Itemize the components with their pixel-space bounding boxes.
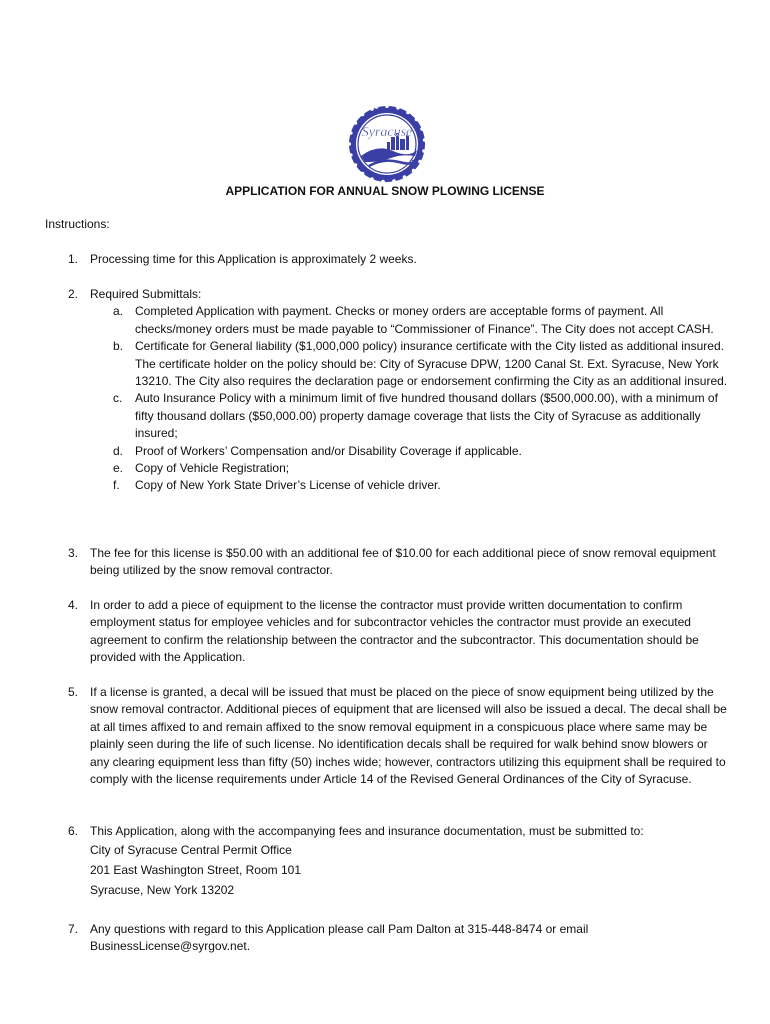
instruction-item-7 — [68, 921, 728, 956]
item-number: 5. — [68, 685, 79, 699]
item-text: Proof of Workers’ Compensation and/or Disability Coverage if applicable. — [135, 443, 522, 458]
city-seal-logo — [347, 104, 427, 184]
address-line: Syracuse, New York 13202 — [90, 883, 235, 898]
item-text: Certificate for General liability ($1,000,000 policy) insurance certificate with the City listed as additional insured. The certificate holder on the policy should be: City of Syracuse DPW, 1200 Canal St. Ext. Syracuse, New York 13210. The City also requires the declaration page or endorsement confirming the City as an additional insured. — [135, 339, 728, 389]
instructions-label: Instructions: — [45, 217, 110, 231]
item-number: 1. — [68, 252, 79, 266]
instruction-item-4 — [68, 597, 728, 667]
item-text: In order to add a piece of equipment to the license the contractor must provide written documentation to confirm employment status for employee vehicles and for subcontractor vehicles the contractor must provide an executed agreement to confirm the relationship between the contractor and the subcontractor. This documentation should be provided with the Application. — [90, 598, 699, 665]
item-number: 6. — [68, 824, 79, 838]
item-letter: f. — [113, 478, 120, 493]
submittal-item-f — [113, 477, 728, 494]
item-number: 3. — [68, 546, 79, 560]
item-letter: a. — [113, 304, 124, 319]
item-text: Completed Application with payment. Checks or money orders are acceptable forms of payment. All checks/money orders must be made payable to “Commissioner of Finance”. The City does not accept CASH. — [135, 304, 714, 336]
item-letter: b. — [113, 339, 124, 354]
submittal-item-a — [113, 303, 728, 338]
submittals-list — [113, 303, 728, 494]
address-line: City of Syracuse Central Permit Office — [90, 843, 292, 858]
item-text: Any questions with regard to this Application please call Pam Dalton at 315-448-8474 or email BusinessLicense@syrgov.net. — [90, 922, 589, 954]
instruction-item-6 — [68, 823, 728, 900]
instruction-item-1 — [68, 251, 728, 268]
instruction-item-3 — [68, 545, 728, 580]
svg-text:Syracuse: Syracuse — [361, 125, 413, 140]
instruction-item-5 — [68, 684, 728, 788]
instruction-item-2 — [68, 286, 728, 495]
item-text: Required Submittals: — [90, 287, 202, 301]
item-text: The fee for this license is $50.00 with an additional fee of $10.00 for each additional piece of snow removal equipment being utilized by the snow removal contractor. — [90, 546, 716, 578]
submittal-item-c — [113, 390, 728, 442]
item-letter: e. — [113, 461, 124, 476]
item-text: Auto Insurance Policy with a minimum limit of five hundred thousand dollars ($500,000.00), with a minimum of fifty thousand dollars ($50,000.00) property damage coverage that lists the City of Syracuse as additionally insured; — [135, 391, 718, 441]
submittal-item-e — [113, 460, 728, 477]
item-number: 4. — [68, 598, 79, 612]
item-text: If a license is granted, a decal will be issued that must be placed on the piece of snow equipment being utilized by the snow removal contractor. Additional pieces of equipment that are licensed will also be issued a decal. The decal shall be at all times affixed to and remain affixed to the snow removal equipment in a conspicuous place where same may be plainly seen during the life of such license. No identification decals shall be required for walk behind snow blowers or any clearing equipment less than fifty (50) inches wide; however, contractors utilizing this equipment shall be required to comply with the license requirements under Article 14 of the Revised General Ordinances of the City of Syracuse. — [90, 685, 727, 787]
permit-office-address — [90, 840, 728, 900]
item-letter: c. — [113, 391, 123, 406]
page-title: APPLICATION FOR ANNUAL SNOW PLOWING LICENSE — [225, 184, 545, 198]
item-text: Copy of New York State Driver’s License of vehicle driver. — [135, 478, 441, 493]
item-text: Processing time for this Application is approximately 2 weeks. — [90, 252, 417, 266]
item-text: This Application, along with the accompanying fees and insurance documentation, must be submitted to: — [90, 824, 644, 838]
item-letter: d. — [113, 443, 124, 458]
item-number: 2. — [68, 287, 79, 301]
item-number: 7. — [68, 922, 79, 936]
submittal-item-d — [113, 443, 728, 460]
address-line: 201 East Washington Street, Room 101 — [90, 863, 302, 878]
item-text: Copy of Vehicle Registration; — [135, 461, 290, 476]
submittal-item-b — [113, 338, 728, 390]
